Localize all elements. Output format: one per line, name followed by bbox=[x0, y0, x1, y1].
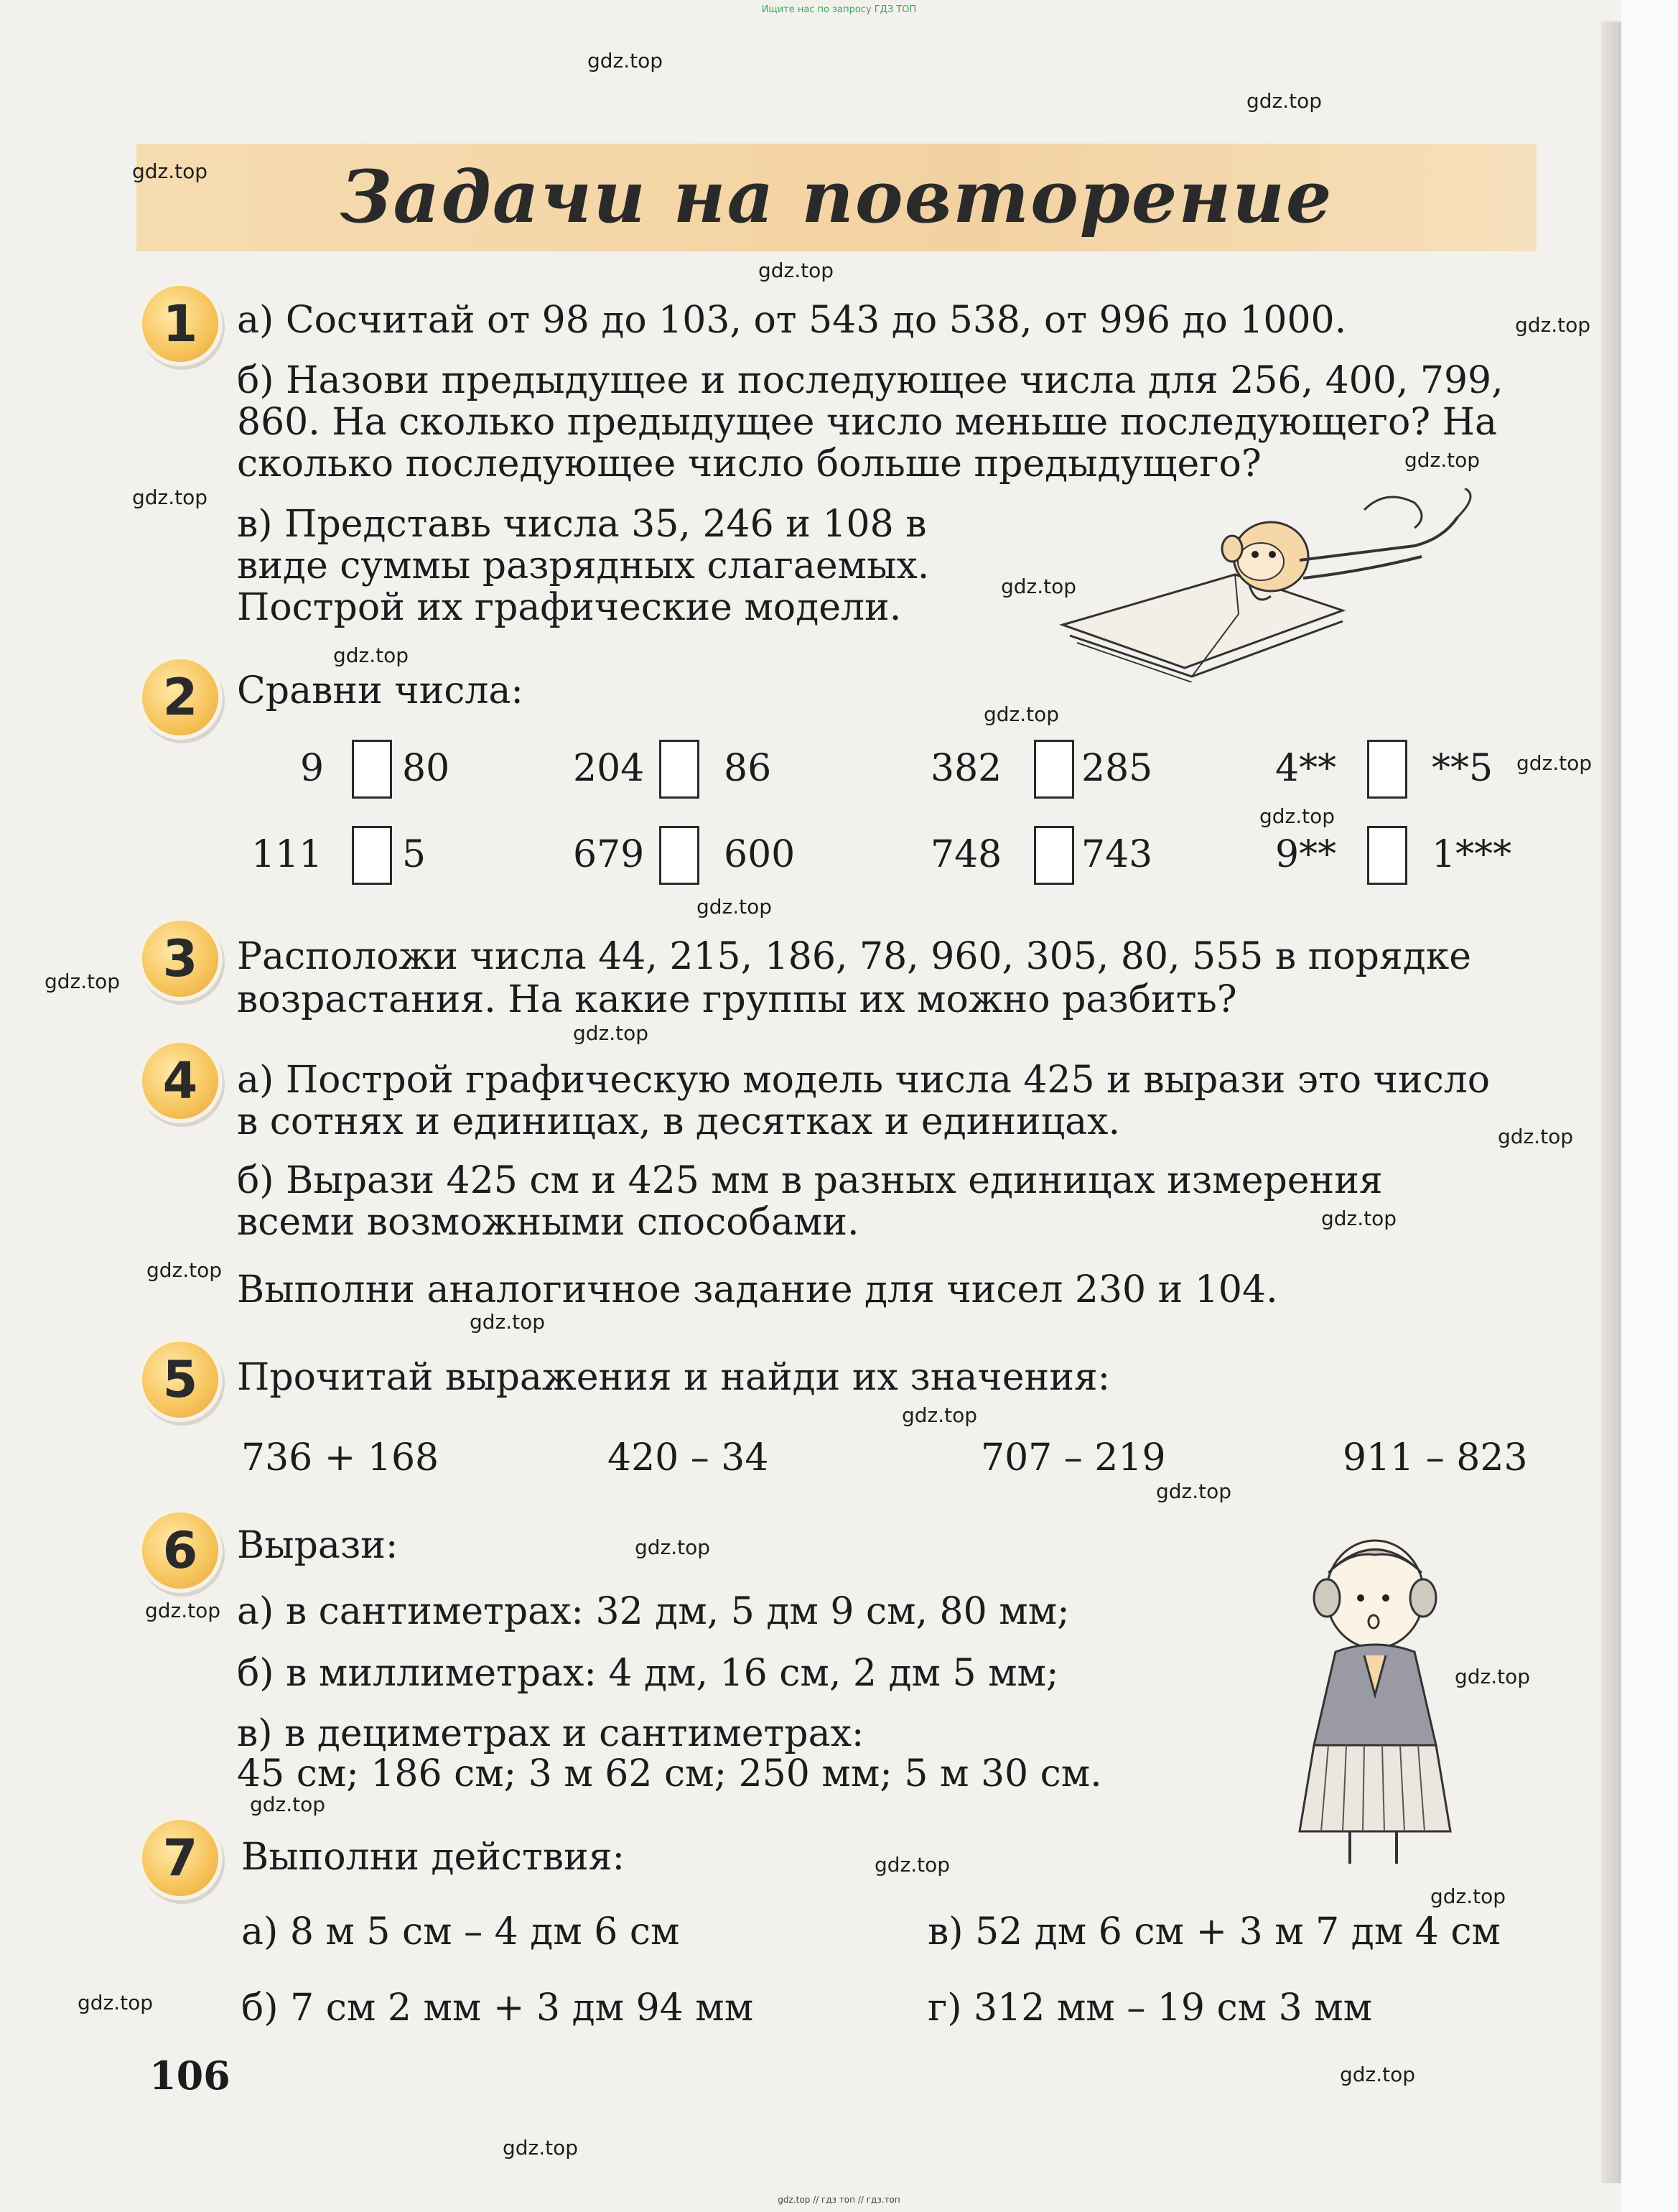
task-1-b-line3: сколько последующее число больше предыдущего? bbox=[237, 442, 1262, 485]
watermark: gdz.top bbox=[45, 970, 121, 993]
task-4-c: Выполни аналогичное задание для чисел 230 и 104. bbox=[237, 1268, 1278, 1311]
compare-right: 600 bbox=[724, 833, 796, 876]
compare-left: 204 bbox=[573, 747, 645, 790]
compare-left: 111 bbox=[251, 833, 323, 876]
compare-left: 4** bbox=[1275, 747, 1337, 790]
task-6-heading: Вырази: bbox=[237, 1524, 398, 1567]
task-number-7: 7 bbox=[142, 1820, 218, 1896]
compare-box[interactable] bbox=[352, 826, 392, 885]
compare-box[interactable] bbox=[1367, 826, 1407, 885]
page-title: Задачи на повторение bbox=[340, 154, 1333, 239]
watermark: gdz.top bbox=[132, 159, 208, 183]
watermark: gdz.top bbox=[146, 1258, 223, 1282]
watermark: gdz.top bbox=[1340, 2063, 1416, 2086]
watermark: gdz.top bbox=[333, 643, 409, 667]
monkey-book-illustration bbox=[1055, 488, 1501, 682]
task-1-c-line1: в) Представь числа 35, 246 и 108 в bbox=[237, 503, 927, 546]
watermark: gdz.top bbox=[503, 2136, 579, 2160]
watermark: gdz.top bbox=[1404, 448, 1481, 472]
compare-right: 743 bbox=[1081, 833, 1153, 876]
watermark: gdz.top bbox=[635, 1535, 711, 1559]
compare-left: 9 bbox=[300, 747, 325, 790]
top-search-note: Ищите нас по запросу ГДЗ ТОП bbox=[761, 4, 917, 15]
task-number-1: 1 bbox=[142, 286, 218, 362]
task-7-a: а) 8 м 5 см – 4 дм 6 см bbox=[241, 1910, 680, 1953]
task-7-b: б) 7 см 2 мм + 3 дм 94 мм bbox=[241, 1986, 754, 2030]
compare-box[interactable] bbox=[659, 826, 699, 885]
compare-right: 80 bbox=[402, 747, 450, 790]
watermark: gdz.top bbox=[78, 1991, 154, 2014]
compare-box[interactable] bbox=[1034, 740, 1074, 799]
task-4-a-line2: в сотнях и единицах, в десятках и единицах. bbox=[237, 1100, 1120, 1143]
task-6-b: б) в миллиметрах: 4 дм, 16 см, 2 дм 5 мм; bbox=[237, 1652, 1059, 1695]
watermark: gdz.top bbox=[470, 1310, 546, 1334]
compare-right: 1*** bbox=[1432, 833, 1512, 876]
watermark: gdz.top bbox=[1246, 89, 1323, 113]
task-4-b-line2: всеми возможными способами. bbox=[237, 1201, 859, 1244]
compare-right: 5 bbox=[402, 833, 427, 876]
watermark: gdz.top bbox=[132, 485, 208, 509]
scan-margin bbox=[1621, 0, 1678, 2212]
watermark: gdz.top bbox=[1259, 804, 1336, 828]
task-3-line2: возрастания. На какие группы их можно разбить? bbox=[237, 978, 1237, 1021]
expression: 420 – 34 bbox=[607, 1436, 769, 1479]
compare-box[interactable] bbox=[352, 740, 392, 799]
girl-illustration bbox=[1285, 1530, 1465, 1867]
expression: 911 – 823 bbox=[1343, 1436, 1528, 1479]
watermark: gdz.top bbox=[145, 1599, 221, 1622]
watermark: gdz.top bbox=[573, 1021, 649, 1045]
task-6-c-line2: 45 см; 186 см; 3 м 62 см; 250 мм; 5 м 30 см. bbox=[237, 1752, 1102, 1795]
task-5-heading: Прочитай выражения и найди их значения: bbox=[237, 1356, 1111, 1399]
watermark: gdz.top bbox=[1498, 1125, 1574, 1148]
expression: 736 + 168 bbox=[241, 1436, 439, 1479]
compare-box[interactable] bbox=[1034, 826, 1074, 885]
watermark: gdz.top bbox=[1321, 1207, 1397, 1230]
task-6-a: а) в сантиметрах: 32 дм, 5 дм 9 см, 80 мм; bbox=[237, 1590, 1070, 1633]
watermark: gdz.top bbox=[758, 259, 834, 282]
watermark: gdz.top bbox=[696, 895, 773, 919]
task-1-b-line2: 860. На сколько предыдущее число меньше последующего? На bbox=[237, 401, 1498, 444]
watermark: gdz.top bbox=[1001, 575, 1077, 598]
task-number-2: 2 bbox=[142, 659, 218, 735]
watermark: gdz.top bbox=[1515, 313, 1591, 337]
watermark: gdz.top bbox=[1455, 1665, 1531, 1688]
task-1-c-line3: Построй их графические модели. bbox=[237, 586, 902, 629]
compare-right: **5 bbox=[1432, 747, 1493, 790]
compare-left: 748 bbox=[931, 833, 1002, 876]
compare-right: 285 bbox=[1081, 747, 1153, 790]
task-6-c-line1: в) в дециметрах и сантиметрах: bbox=[237, 1712, 864, 1755]
compare-left: 382 bbox=[931, 747, 1002, 790]
compare-box[interactable] bbox=[659, 740, 699, 799]
compare-right: 86 bbox=[724, 747, 772, 790]
task-4-a-line1: а) Построй графическую модель числа 425 и вырази это число bbox=[237, 1059, 1491, 1102]
task-number-4: 4 bbox=[142, 1043, 218, 1119]
task-1-b-line1: б) Назови предыдущее и последующее числа для 256, 400, 799, bbox=[237, 359, 1504, 402]
task-7-heading: Выполни действия: bbox=[241, 1836, 625, 1879]
watermark: gdz.top bbox=[250, 1793, 326, 1816]
watermark: gdz.top bbox=[587, 49, 663, 73]
expression: 707 – 219 bbox=[981, 1436, 1166, 1479]
page-edge bbox=[1601, 22, 1621, 2183]
task-1-c-line2: виде суммы разрядных слагаемых. bbox=[237, 544, 930, 587]
watermark: gdz.top bbox=[984, 702, 1060, 726]
compare-box[interactable] bbox=[1367, 740, 1407, 799]
bottom-note: gdz.top // гдз топ // гдз.топ bbox=[778, 2195, 900, 2205]
task-2-heading: Сравни числа: bbox=[237, 669, 523, 712]
task-number-3: 3 bbox=[142, 921, 218, 997]
task-7-g: г) 312 мм – 19 см 3 мм bbox=[928, 1986, 1373, 2030]
task-4-b-line1: б) Вырази 425 см и 425 мм в разных единицах измерения bbox=[237, 1159, 1383, 1202]
watermark: gdz.top bbox=[1516, 751, 1593, 775]
compare-left: 679 bbox=[573, 833, 645, 876]
watermark: gdz.top bbox=[1430, 1885, 1506, 1908]
task-number-5: 5 bbox=[142, 1342, 218, 1418]
watermark: gdz.top bbox=[1156, 1479, 1232, 1503]
watermark: gdz.top bbox=[875, 1853, 951, 1877]
task-7-v: в) 52 дм 6 см + 3 м 7 дм 4 см bbox=[928, 1910, 1501, 1953]
compare-left: 9** bbox=[1275, 833, 1337, 876]
task-number-6: 6 bbox=[142, 1512, 218, 1589]
watermark: gdz.top bbox=[902, 1403, 978, 1427]
task-3-line1: Расположи числа 44, 215, 186, 78, 960, 305, 80, 555 в порядке bbox=[237, 935, 1472, 978]
task-1-a: а) Сосчитай от 98 до 103, от 543 до 538, от 996 до 1000. bbox=[237, 299, 1347, 342]
page-number: 106 bbox=[149, 2053, 230, 2099]
